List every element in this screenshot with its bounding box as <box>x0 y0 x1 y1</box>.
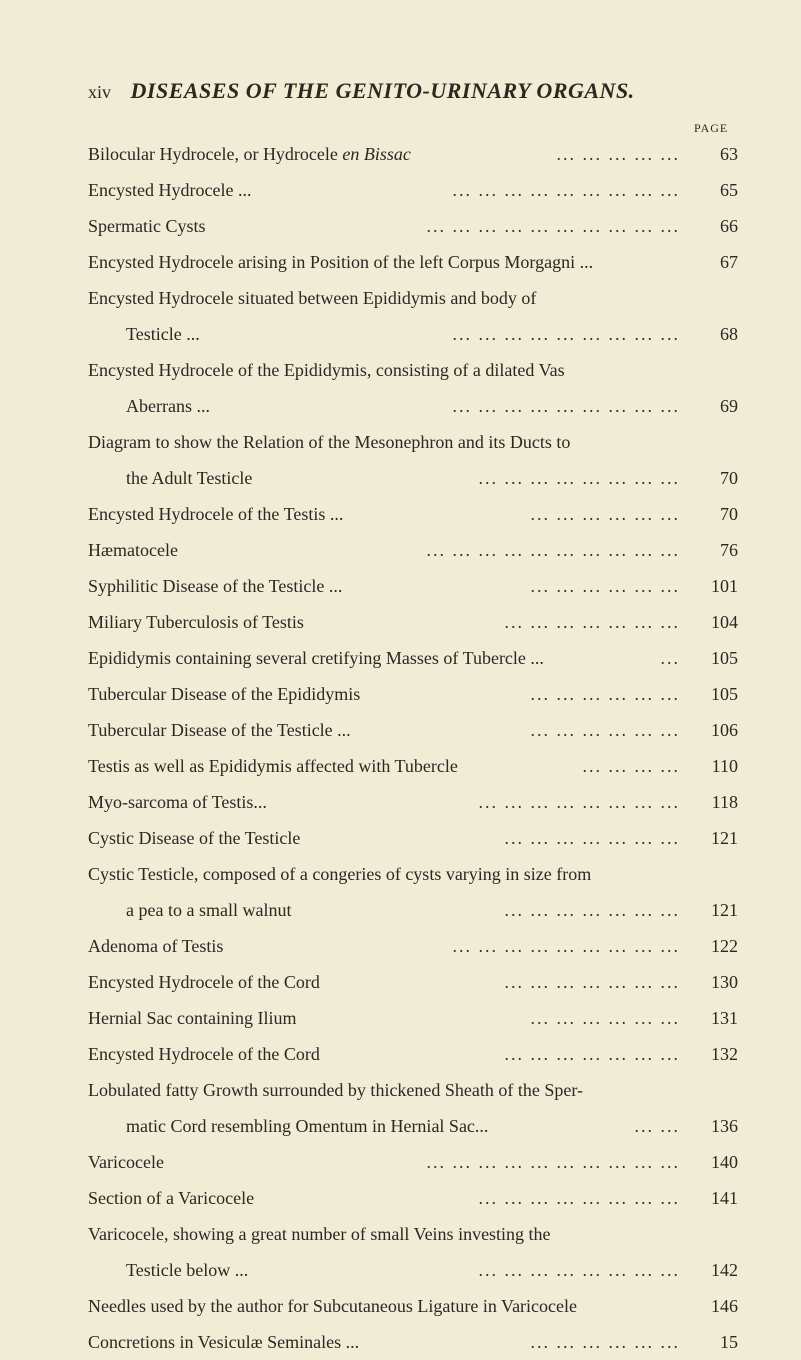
entry-title: Encysted Hydrocele of the Cord <box>88 1044 320 1064</box>
contents-entry <box>88 496 738 532</box>
contents-entry <box>88 820 738 856</box>
leader-dots: ... ... ... ... ... ... ... ... ... <box>452 396 680 416</box>
entry-title: Tubercular Disease of the Testicle ... <box>88 720 351 740</box>
contents-entry <box>88 928 738 964</box>
leader-dots: ... ... ... ... ... ... ... ... <box>478 1188 680 1208</box>
entry-title: Hernial Sac containing Ilium <box>88 1008 297 1028</box>
entry-page-number: 130 <box>711 972 738 992</box>
contents-entry <box>88 568 738 604</box>
leader-dots: ... ... ... ... ... ... ... <box>504 1044 680 1064</box>
entry-title: Tubercular Disease of the Epididymis <box>88 684 361 704</box>
entry-page-number: 132 <box>711 1044 738 1064</box>
entry-title: Miliary Tuberculosis of Testis <box>88 612 304 632</box>
entry-page-number: 69 <box>720 396 738 416</box>
entry-title: Aberrans ... <box>126 396 210 416</box>
leader-dots: ... ... ... ... ... ... ... ... ... ... <box>426 1152 680 1172</box>
leader-dots: ... ... ... ... ... ... ... ... <box>478 1260 680 1280</box>
contents-entry <box>88 1108 738 1144</box>
running-header <box>88 78 708 104</box>
entry-page-number: 101 <box>711 576 738 596</box>
contents-entry <box>88 640 738 676</box>
contents-entry <box>88 388 738 424</box>
contents-entry <box>88 856 738 892</box>
contents-entry <box>88 892 738 928</box>
entry-title: Encysted Hydrocele arising in Position of the left Corpus Morgagni ... <box>88 252 594 272</box>
entry-page-number: 142 <box>711 1260 738 1280</box>
entry-title: a pea to a small walnut <box>126 900 292 920</box>
contents-entry <box>88 352 738 388</box>
leader-dots: ... ... ... ... ... ... ... ... ... <box>452 936 680 956</box>
leader-dots: ... ... ... ... ... ... <box>530 504 680 524</box>
entry-title: matic Cord resembling Omentum in Hernial Sac... <box>126 1116 489 1136</box>
entry-page-number: 66 <box>720 216 738 236</box>
contents-entry <box>88 136 738 172</box>
entry-title: Spermatic Cysts <box>88 216 206 236</box>
leader-dots: ... ... ... ... ... ... ... <box>504 972 680 992</box>
entry-title: the Adult Testicle <box>126 468 253 488</box>
contents-entry <box>88 172 738 208</box>
entry-title: Encysted Hydrocele ... <box>88 180 252 200</box>
entry-page-number: 141 <box>711 1188 738 1208</box>
contents-entry <box>88 1252 738 1288</box>
contents-entry <box>88 532 738 568</box>
entry-title: Concretions in Vesiculæ Seminales ... <box>88 1332 360 1352</box>
entry-title: Syphilitic Disease of the Testicle ... <box>88 576 343 596</box>
leader-dots: ... ... ... ... ... ... <box>530 576 680 596</box>
entry-page-number: 63 <box>720 144 738 164</box>
entry-title: Myo-sarcoma of Testis... <box>88 792 267 812</box>
entry-title: Encysted Hydrocele of the Cord <box>88 972 320 992</box>
entry-title: Diagram to show the Relation of the Mesonephron and its Ducts to <box>88 432 571 452</box>
entry-title: Encysted Hydrocele of the Epididymis, consisting of a dilated Vas <box>88 360 565 380</box>
leader-dots: ... ... ... ... ... ... ... ... <box>478 468 680 488</box>
contents-entry <box>88 676 738 712</box>
entry-title: Adenoma of Testis <box>88 936 224 956</box>
leader-dots: ... ... ... ... ... ... <box>530 1332 680 1352</box>
contents-entry <box>88 1324 738 1360</box>
leader-dots: ... ... ... ... ... <box>556 144 680 164</box>
entry-title: Encysted Hydrocele of the Testis ... <box>88 504 344 524</box>
leader-dots: ... ... ... ... ... ... <box>530 1008 680 1028</box>
entry-page-number: 106 <box>711 720 738 740</box>
entry-page-number: 15 <box>720 1332 738 1352</box>
entry-title: Needles used by the author for Subcutaneous Ligature in Varicocele <box>88 1296 578 1316</box>
entry-title: Epididymis containing several cretifying Masses of Tubercle ... <box>88 648 544 668</box>
contents-entry <box>88 424 738 460</box>
contents-entry <box>88 1000 738 1036</box>
entry-page-number: 105 <box>711 648 738 668</box>
leader-dots: ... ... ... ... ... ... ... <box>504 612 680 632</box>
running-title: DISEASES OF THE GENITO-URINARY ORGANS. <box>130 78 635 103</box>
leader-dots: ... ... ... ... ... ... <box>530 720 680 740</box>
entry-page-number: 110 <box>711 756 738 776</box>
entry-page-number: 104 <box>711 612 738 632</box>
entry-title: Section of a Varicocele <box>88 1188 255 1208</box>
contents-entry <box>88 1036 738 1072</box>
entry-title: Encysted Hydrocele situated between Epididymis and body of <box>88 288 537 308</box>
contents-entry <box>88 1144 738 1180</box>
entry-title: Varicocele, showing a great number of small Veins investing the <box>88 1224 551 1244</box>
contents-entry <box>88 460 738 496</box>
entry-page-number: 105 <box>711 684 738 704</box>
leader-dots: ... ... ... ... ... ... ... ... ... ... <box>426 540 680 560</box>
page-column-label: PAGE <box>694 121 729 135</box>
contents-entry <box>88 964 738 1000</box>
entry-page-number: 118 <box>711 792 738 812</box>
contents-entry <box>88 316 738 352</box>
leader-dots: ... ... ... ... ... ... ... ... ... ... <box>426 216 680 236</box>
leader-dots: ... ... ... ... ... ... ... ... <box>478 792 680 812</box>
entry-page-number: 70 <box>720 468 738 488</box>
entry-page-number: 121 <box>711 900 738 920</box>
leader-dots: ... ... ... ... ... ... ... ... ... <box>452 324 680 344</box>
leader-dots: ... ... ... ... <box>582 756 680 776</box>
entry-page-number: 140 <box>711 1152 738 1172</box>
leader-dots: ... ... ... ... ... ... <box>530 684 680 704</box>
contents-entry <box>88 208 738 244</box>
contents-entry <box>88 280 738 316</box>
entry-title: Cystic Testicle, composed of a congeries of cysts varying in size from <box>88 864 592 884</box>
entry-page-number: 65 <box>720 180 738 200</box>
leader-dots: ... ... <box>634 1116 680 1136</box>
leader-dots: ... ... ... ... ... ... ... <box>504 828 680 848</box>
entry-title: Testis as well as Epididymis affected with Tubercle <box>88 756 458 776</box>
entry-page-number: 131 <box>711 1008 738 1028</box>
contents-entry <box>88 748 738 784</box>
entry-page-number: 67 <box>720 252 738 272</box>
entry-page-number: 68 <box>720 324 738 344</box>
leader-dots: ... ... ... ... ... ... ... <box>504 900 680 920</box>
entry-title: Testicle ... <box>126 324 200 344</box>
contents-entry <box>88 712 738 748</box>
entry-title: Hæmatocele <box>88 540 178 560</box>
leader-dots: ... <box>660 648 680 668</box>
entry-page-number: 146 <box>711 1296 738 1316</box>
contents-entry <box>88 1180 738 1216</box>
contents-entry <box>88 244 738 280</box>
entry-title-italic: en Bissac <box>342 144 411 164</box>
contents-entry <box>88 784 738 820</box>
page-folio: xiv <box>88 82 112 102</box>
leader-dots: ... ... ... ... ... ... ... ... ... <box>452 180 680 200</box>
contents-list <box>88 136 738 1360</box>
entry-title: Varicocele <box>88 1152 164 1172</box>
entry-page-number: 121 <box>711 828 738 848</box>
entry-page-number: 70 <box>720 504 738 524</box>
contents-entry <box>88 604 738 640</box>
entry-title: Cystic Disease of the Testicle <box>88 828 301 848</box>
entry-page-number: 122 <box>711 936 738 956</box>
entry-title: Testicle below ... <box>126 1260 249 1280</box>
contents-entry <box>88 1072 738 1108</box>
entry-page-number: 76 <box>720 540 738 560</box>
entry-page-number: 136 <box>711 1116 738 1136</box>
entry-title: Bilocular Hydrocele, or Hydrocele en Bissac <box>88 144 411 164</box>
contents-entry <box>88 1216 738 1252</box>
entry-title: Lobulated fatty Growth surrounded by thickened Sheath of the Sper- <box>88 1080 584 1100</box>
